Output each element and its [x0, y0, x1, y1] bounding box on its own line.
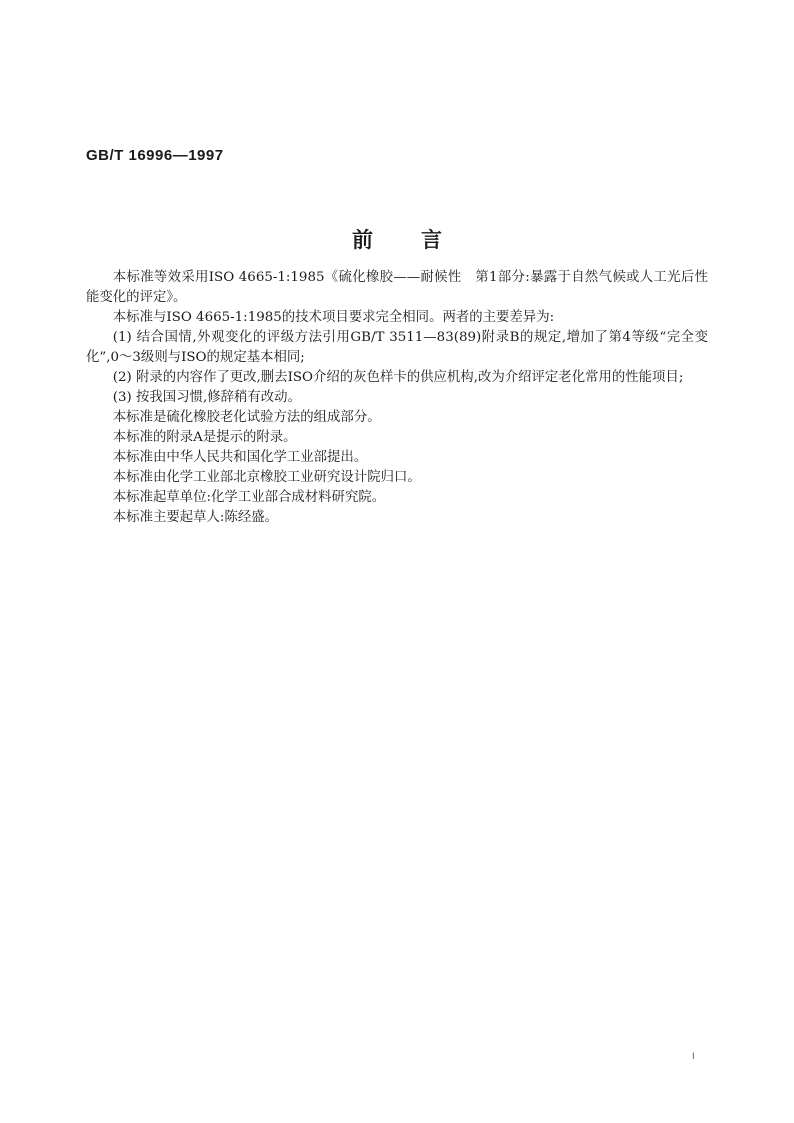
page-number: I — [692, 1052, 695, 1062]
standard-number: GB/T 16996—1997 — [86, 147, 224, 164]
paragraph-difference-2: (2) 附录的内容作了更改,删去ISO介绍的灰色样卡的供应机构,改为介绍评定老化常用的性能项目; — [112, 370, 684, 385]
paragraph-difference-3: (3) 按我国习惯,修辞稍有改动。 — [112, 390, 301, 405]
paragraph-drafting-unit: 本标准起草单位:化学工业部合成材料研究院。 — [112, 490, 386, 505]
paragraph-centralized: 本标准由化学工业部北京橡胶工业研究设计院归口。 — [112, 470, 421, 485]
paragraph-series: 本标准是硫化橡胶老化试验方法的组成部分。 — [112, 410, 381, 425]
page-title: 前言 — [352, 228, 490, 252]
paragraph-adoption: 本标准等效采用ISO 4665-1:1985《硫化橡胶——耐候性 第1部分:暴露于自然气候或人工光后性能变化的评定》。 — [86, 270, 708, 305]
paragraph-differences-intro: 本标准与ISO 4665-1:1985的技术项目要求完全相同。两者的主要差异为: — [112, 310, 555, 325]
foreword-body — [86, 268, 708, 528]
paragraph-difference-1: (1) 结合国情,外观变化的评级方法引用GB/T 3511—83(89)附录B的规定,增加了第4等级“完全变化”,0～3级则与ISO的规定基本相同; — [86, 330, 708, 365]
paragraph-proposer: 本标准由中华人民共和国化学工业部提出。 — [112, 450, 368, 465]
paragraph-appendix: 本标准的附录A是提示的附录。 — [112, 430, 297, 445]
paragraph-drafters: 本标准主要起草人:陈经盛。 — [112, 510, 278, 525]
